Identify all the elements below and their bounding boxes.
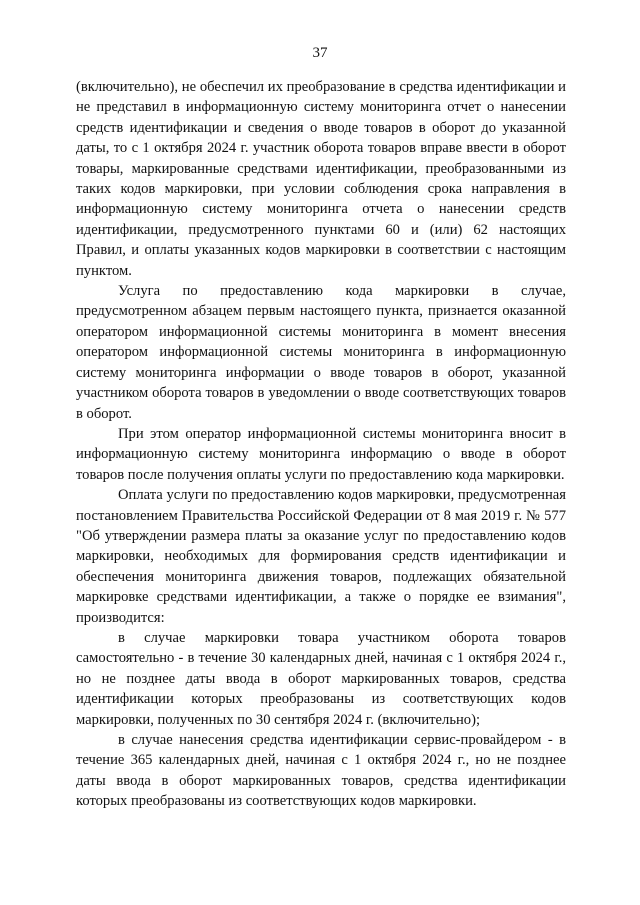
paragraph-2: Услуга по предоставлению кода маркировки в случае, предусмотренном абзацем первым настоящего пункта, признается оказанной оператором информационной системы мониторинга в момент внесения оператором информационной системы мониторинга в информационную систему мониторинга информации о вводе товаров в оборот, указанной участником оборота товаров в уведомлении о вводе соответствующих товаров в оборот. [76, 283, 566, 422]
paragraph-1: (включительно), не обеспечил их преобразование в средства идентификации и не представил в информационную систему мониторинга отчет о нанесении средств идентификации и сведения о вводе товаров в оборот до указанной даты, то с 1 октября 2024 г. участник оборота товаров вправе ввести в оборот товары, маркированные средствами идентификации, преобразованными из таких кодов маркировки, при условии соблюдения срока направления в информационную систему мониторинга отчета о нанесении средств идентификации, предусмотренного пунктами 60 и (или) 62 настоящих Правил, и оплаты указанных кодов маркировки в соответствии с настоящим пунктом. [76, 79, 566, 279]
paragraph-6: в случае нанесения средства идентификации сервис-провайдером - в течение 365 календарных дней, начиная с 1 октября 2024 г., но не позднее даты ввода в оборот маркированных товаров, средства идентификации которых преобразованы из соответствующих кодов маркировки. [76, 732, 566, 810]
paragraph-4: Оплата услуги по предоставлению кодов маркировки, предусмотренная постановлением Правительства Российской Федерации от 8 мая 2019 г. № 577 "Об утверждении размера платы за оказание услуг по предоставлению кодов маркировки, необходимых для формирования средств идентификации и обеспечения мониторинга движения товаров, подлежащих обязательной маркировке средствами идентификации, а также о порядке ее взимания", производится: [76, 487, 566, 626]
page-number: 37 [312, 45, 328, 61]
paragraph-5: в случае маркировки товара участником оборота товаров самостоятельно - в течение 30 календарных дней, начиная с 1 октября 2024 г., но не позднее даты ввода в оборот маркированных товаров, средства идентификации которых преобразованы из соответствующих кодов маркировки, полученных по 30 сентября 2024 г. (включительно); [76, 629, 566, 728]
document-body [76, 77, 566, 812]
paragraph-3: При этом оператор информационной системы мониторинга вносит в информационную систему мониторинга информацию о вводе в оборот товаров после получения оплаты услуги по предоставлению кода маркировки. [76, 425, 566, 483]
